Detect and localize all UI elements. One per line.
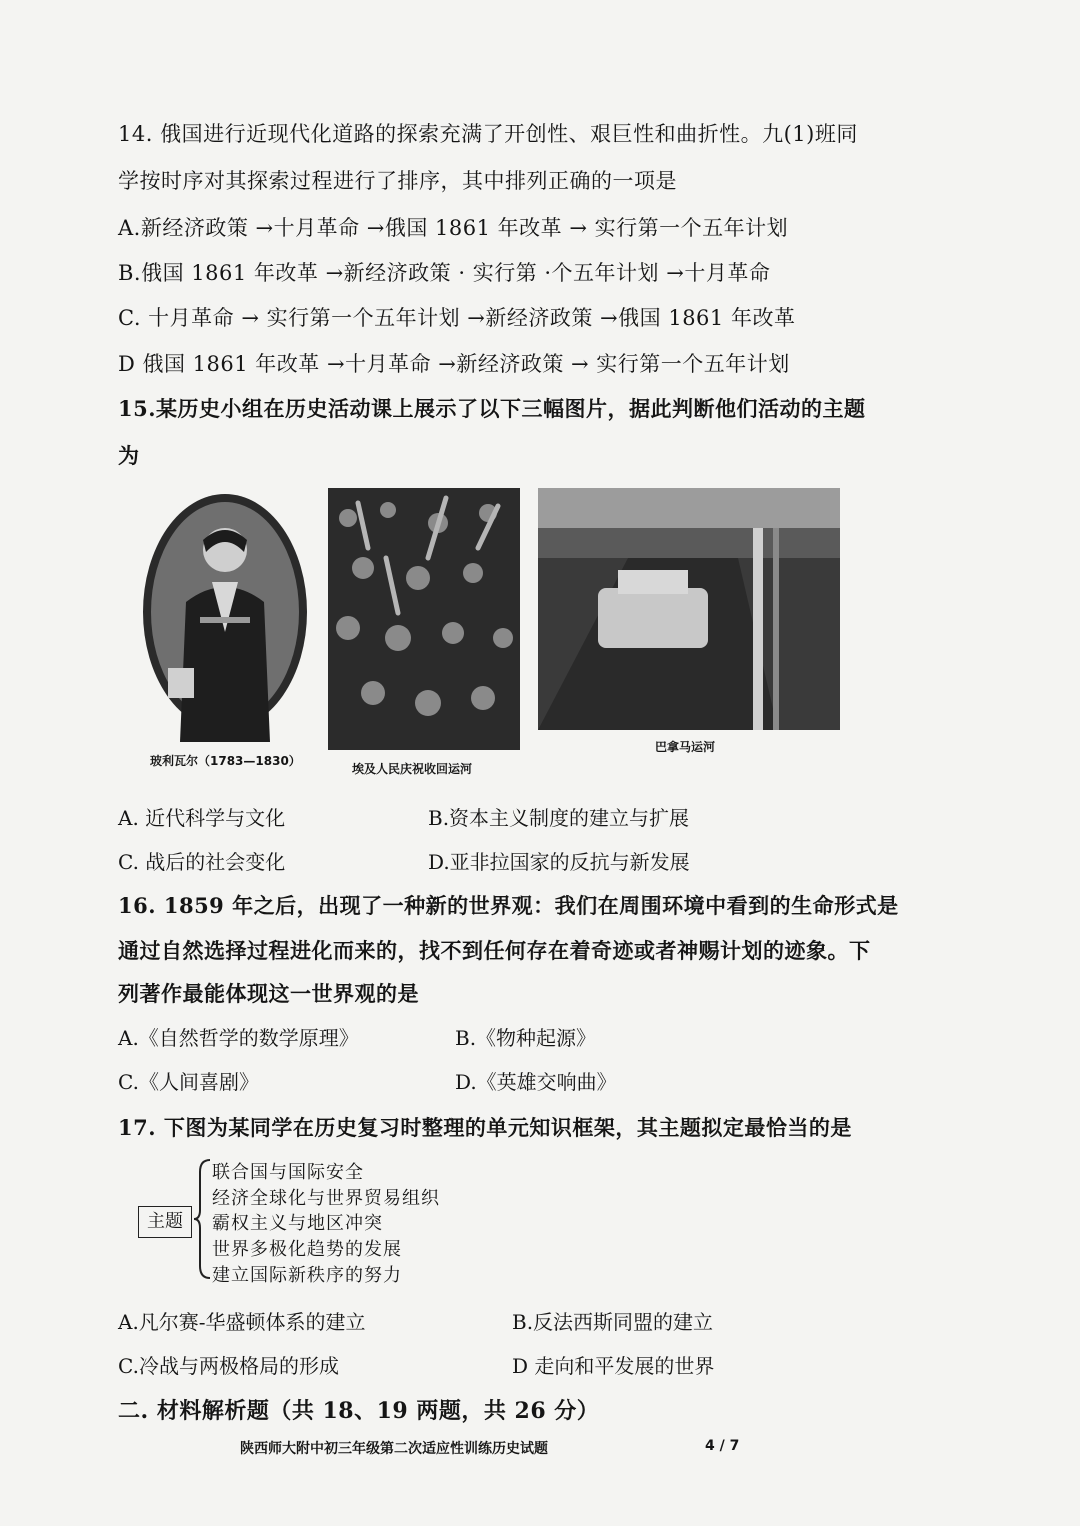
q16-stem-line2: 通过自然选择过程进化而来的，找不到任何存在着奇迹或者神赐计划的迹象。下 bbox=[118, 938, 871, 963]
q16-option-b: B.《物种起源》 bbox=[455, 1026, 597, 1050]
caption-bolivar: 玻利瓦尔（1783—1830） bbox=[150, 754, 301, 768]
q14-option-c: C. 十月革命 → 实行第一个五年计划 →新经济政策 →俄国 1861 年改革 bbox=[118, 306, 796, 330]
framework-item-3: 霸权主义与地区冲突 bbox=[212, 1213, 383, 1234]
q16-option-d: D.《英雄交响曲》 bbox=[455, 1070, 617, 1094]
page-number: 4 / 7 bbox=[705, 1438, 740, 1454]
q15-option-b: B.资本主义制度的建立与扩展 bbox=[428, 806, 690, 830]
framework-item-5: 建立国际新秩序的努力 bbox=[212, 1265, 402, 1286]
panama-canal-image bbox=[538, 488, 840, 730]
curly-brace-icon bbox=[192, 1158, 212, 1280]
q14-option-a: A.新经济政策 →十月革命 →俄国 1861 年改革 → 实行第一个五年计划 bbox=[118, 216, 789, 240]
bolivar-portrait-image bbox=[140, 492, 310, 742]
framework-item-4: 世界多极化趋势的发展 bbox=[212, 1239, 402, 1260]
q16-option-c: C.《人间喜剧》 bbox=[118, 1070, 259, 1094]
q15-option-c: C. 战后的社会变化 bbox=[118, 850, 286, 874]
section2-heading: 二. 材料解析题（共 18、19 两题，共 26 分） bbox=[118, 1398, 600, 1424]
q16-stem-line3: 列著作最能体现这一世界观的是 bbox=[118, 981, 419, 1006]
q17-option-a: A.凡尔赛-华盛顿体系的建立 bbox=[118, 1310, 366, 1334]
q17-option-d: D 走向和平发展的世界 bbox=[512, 1354, 715, 1378]
q14-option-b: B.俄国 1861 年改革 →新经济政策 · 实行第 ·个五年计划 →十月革命 bbox=[118, 261, 771, 285]
caption-panama: 巴拿马运河 bbox=[655, 740, 716, 754]
q17-option-c: C.冷战与两极格局的形成 bbox=[118, 1354, 339, 1378]
q15-option-a: A. 近代科学与文化 bbox=[118, 806, 286, 830]
footer-title: 陕西师大附中初三年级第二次适应性训练历史试题 bbox=[240, 1441, 548, 1457]
q14-stem-line1: 14. 俄国进行近现代化道路的探索充满了开创性、艰巨性和曲折性。九(1)班同 bbox=[118, 122, 858, 146]
q15-option-d: D.亚非拉国家的反抗与新发展 bbox=[428, 850, 690, 874]
framework-item-2: 经济全球化与世界贸易组织 bbox=[212, 1188, 440, 1209]
q15-stem-line1: 15.某历史小组在历史活动课上展示了以下三幅图片，据此判断他们活动的主题 bbox=[118, 396, 866, 421]
q14-stem-line2: 学按时序对其探索过程进行了排序，其中排列正确的一项是 bbox=[118, 169, 677, 193]
q17-option-b: B.反法西斯同盟的建立 bbox=[512, 1310, 714, 1334]
q17-stem: 17. 下图为某同学在历史复习时整理的单元知识框架，其主题拟定最恰当的是 bbox=[118, 1115, 852, 1140]
q14-option-d: D 俄国 1861 年改革 →十月革命 →新经济政策 → 实行第一个五年计划 bbox=[118, 352, 790, 376]
theme-label-box: 主题 bbox=[138, 1206, 192, 1238]
caption-egypt: 埃及人民庆祝收回运河 bbox=[352, 762, 473, 776]
q16-stem-line1: 16. 1859 年之后，出现了一种新的世界观：我们在周围环境中看到的生命形式是 bbox=[118, 893, 899, 918]
framework-item-1: 联合国与国际安全 bbox=[212, 1162, 364, 1183]
q15-stem-line2: 为 bbox=[118, 443, 140, 468]
q16-option-a: A.《自然哲学的数学原理》 bbox=[118, 1026, 359, 1050]
egypt-crowd-image bbox=[328, 488, 520, 750]
